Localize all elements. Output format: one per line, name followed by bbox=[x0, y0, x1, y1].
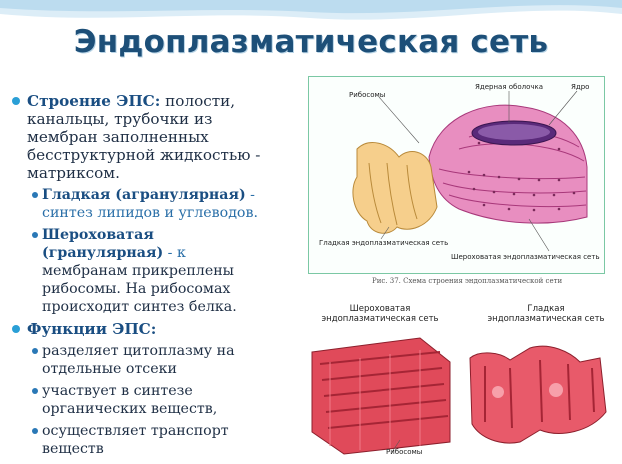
bullet-icon bbox=[32, 388, 38, 394]
structure-line: мембран заполненных bbox=[27, 128, 209, 146]
figure-caption: Рис. 37. Схема строения эндоплазматической сети bbox=[372, 277, 563, 285]
function-text: отдельные отсеки bbox=[42, 361, 177, 377]
rough-er-text: рибосомы. На рибосомах bbox=[42, 281, 231, 297]
smooth-er-text: - bbox=[245, 187, 255, 203]
er-3d-illustration bbox=[300, 302, 618, 460]
label-smooth-er: Гладкая эндоплазматическая сеть bbox=[319, 239, 449, 247]
label-text: Шероховатая bbox=[349, 304, 411, 314]
structure-line: полости, bbox=[160, 92, 236, 110]
text-column bbox=[12, 92, 302, 458]
er-schematic-figure bbox=[308, 76, 605, 274]
rough-er-text: происходит синтез белка. bbox=[42, 299, 237, 315]
label-rough-er: Шероховатая эндоплазматическая сеть bbox=[451, 253, 600, 261]
function-text: веществ bbox=[42, 441, 104, 457]
structure-line: бесструктурной жидкостью - bbox=[27, 146, 261, 164]
bullet-icon bbox=[12, 325, 20, 333]
smooth-er-name: Гладкая (агранулярная) bbox=[42, 187, 246, 203]
rough-er-name: Шероховатая bbox=[42, 227, 154, 243]
structure-heading: Строение ЭПС: bbox=[27, 92, 161, 110]
smooth-er-shape bbox=[353, 143, 437, 234]
label-ribosomes: Рибосомы bbox=[349, 91, 386, 99]
label-nucleus: Ядро bbox=[571, 83, 590, 91]
function-text: осуществляет транспорт bbox=[42, 423, 229, 439]
label-text: эндоплазматическая сеть bbox=[487, 314, 605, 324]
label-rough-er-3d bbox=[320, 304, 440, 324]
page-title: Эндоплазматическая сеть bbox=[73, 24, 549, 60]
label-text: Гладкая bbox=[527, 304, 565, 314]
function-item bbox=[12, 422, 302, 458]
bullet-icon bbox=[32, 232, 38, 238]
function-text: разделяет цитоплазму на bbox=[42, 343, 235, 359]
function-item bbox=[12, 342, 302, 378]
rough-er-3d-model bbox=[312, 338, 450, 454]
er-3d-figure bbox=[300, 302, 618, 460]
rough-er-shape bbox=[429, 105, 587, 223]
label-ribosomes-3d: Рибосомы bbox=[386, 448, 423, 456]
bullet-icon bbox=[32, 428, 38, 434]
smooth-er-text: синтез липидов и углеводов. bbox=[42, 205, 258, 221]
label-smooth-er-3d bbox=[486, 304, 606, 324]
structure-line: канальцы, трубочки из bbox=[27, 110, 213, 128]
function-text: органических веществ, bbox=[42, 401, 218, 417]
structure-line: матриксом. bbox=[27, 164, 120, 182]
functions-heading: Функции ЭПС: bbox=[27, 320, 157, 338]
function-text: участвует в синтезе bbox=[42, 383, 193, 399]
rough-er-item bbox=[12, 226, 302, 316]
structure-block bbox=[12, 92, 302, 182]
bullet-icon bbox=[12, 97, 20, 105]
smooth-er-item bbox=[12, 186, 302, 222]
rough-er-text: - к bbox=[163, 245, 186, 261]
smooth-er-3d-model bbox=[470, 346, 606, 443]
label-nuclear-envelope: Ядерная оболочка bbox=[475, 83, 544, 91]
bullet-icon bbox=[32, 192, 38, 198]
bullet-icon bbox=[32, 348, 38, 354]
function-item bbox=[12, 382, 302, 418]
label-text: эндоплазматическая сеть bbox=[321, 314, 439, 324]
rough-er-name: (гранулярная) bbox=[42, 245, 164, 261]
rough-er-text: мембранам прикреплены bbox=[42, 263, 234, 279]
functions-block bbox=[12, 320, 302, 338]
